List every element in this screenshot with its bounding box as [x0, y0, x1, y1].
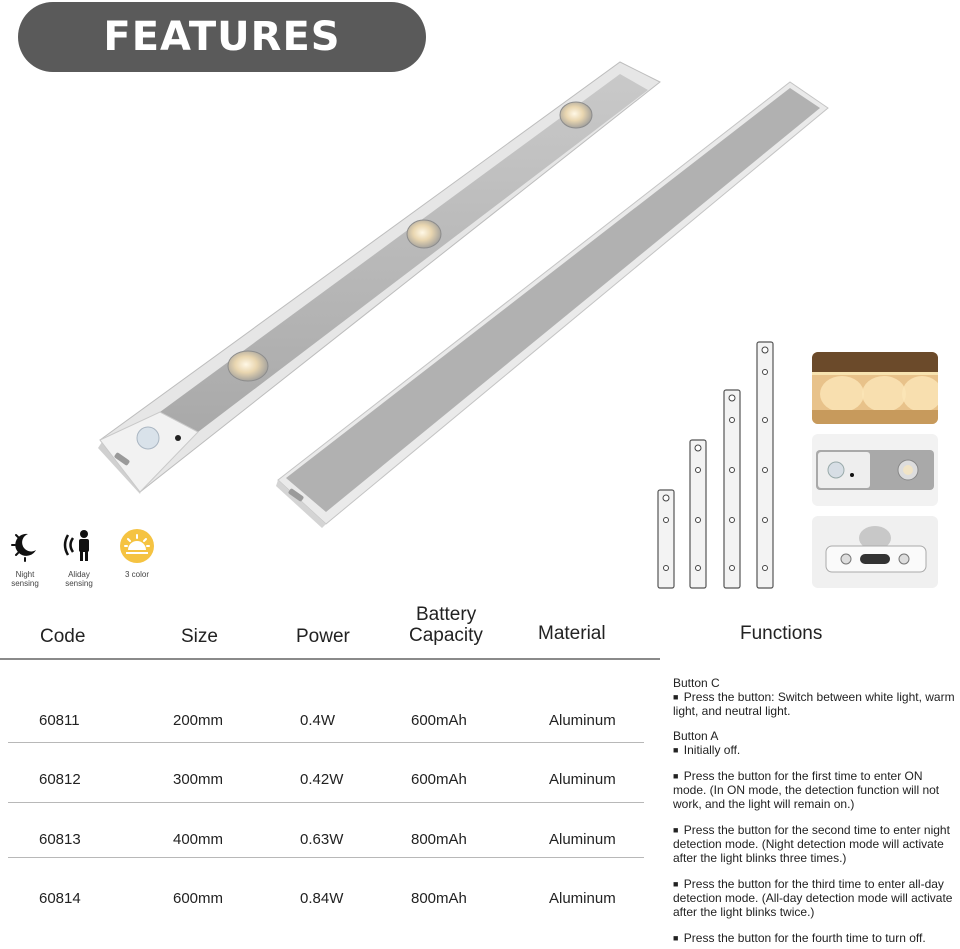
col-header-battery-line1: Battery [416, 604, 477, 625]
cell-battery: 600mAh [411, 712, 467, 729]
cell-size: 200mm [173, 712, 224, 729]
size-comparison-image [650, 340, 780, 590]
cell-material: Aluminum [549, 890, 616, 907]
bullet-icon: ■ [673, 771, 679, 781]
button-c-item: ■ Press the button: Switch between white light, warm light, and neutral light. [673, 690, 955, 718]
feature-night-sensing: Night sensing [0, 528, 50, 588]
cell-power: 0.63W [300, 831, 344, 848]
cell-size: 600mm [173, 890, 224, 907]
functions-description [673, 676, 957, 945]
button-a-item: ■ Press the button for the first time to enter ON mode. (In ON mode, the detection function will not work, and the light will remain on.) [673, 769, 940, 811]
row-divider [8, 857, 644, 858]
col-header-power: Power [296, 626, 350, 647]
cell-material: Aluminum [549, 831, 616, 848]
col-header-material: Material [538, 623, 606, 644]
button-c-title: Button C [673, 676, 720, 690]
cell-power: 0.84W [300, 890, 344, 907]
cell-code: 60814 [39, 890, 81, 907]
col-header-battery-line2: Capacity [409, 625, 483, 646]
col-header-code: Code [40, 626, 86, 647]
feature-allday-sensing: Aliday sensing [54, 528, 104, 588]
feature-icons [4, 528, 164, 598]
page-title: FEATURES [103, 14, 341, 60]
cell-size: 400mm [173, 831, 224, 848]
kitchen-photo [812, 352, 938, 424]
bullet-icon: ■ [673, 745, 679, 755]
cell-code: 60813 [39, 831, 81, 848]
motion-sensor-icon [62, 528, 96, 562]
moon-icon [8, 528, 42, 562]
cell-material: Aluminum [549, 712, 616, 729]
cell-size: 300mm [173, 771, 224, 788]
row-divider [8, 742, 644, 743]
bullet-icon: ■ [673, 692, 679, 702]
button-a-item: ■ Press the button for the second time to enter night detection mode. (Night detection mode will activate after the light blinks three times.) [673, 823, 950, 865]
button-a-title: Button A [673, 729, 719, 743]
feature-3-color: 3 color [112, 528, 162, 579]
button-a-item: ■ Initially off. [673, 743, 741, 757]
bullet-icon: ■ [673, 825, 679, 835]
cell-power: 0.4W [300, 712, 336, 729]
cell-power: 0.42W [300, 771, 344, 788]
button-a-item: ■ Press the button for the fourth time to turn off. [673, 931, 926, 945]
cell-code: 60812 [39, 771, 81, 788]
cell-battery: 800mAh [411, 890, 467, 907]
col-header-size: Size [181, 626, 218, 647]
sensor-closeup-photo [812, 434, 938, 506]
bullet-icon: ■ [673, 933, 679, 943]
sun-icon [119, 528, 155, 564]
cell-material: Aluminum [549, 771, 616, 788]
cell-battery: 800mAh [411, 831, 467, 848]
bullet-icon: ■ [673, 879, 679, 889]
row-divider [8, 802, 644, 803]
table-header-divider [0, 658, 660, 660]
cell-code: 60811 [39, 712, 80, 729]
cell-battery: 600mAh [411, 771, 467, 788]
col-header-functions: Functions [740, 623, 823, 644]
charging-port-photo [812, 516, 938, 588]
button-a-item: ■ Press the button for the third time to enter all-day detection mode. (All-day detection mode will activate after the light blinks twice.) [673, 877, 953, 919]
